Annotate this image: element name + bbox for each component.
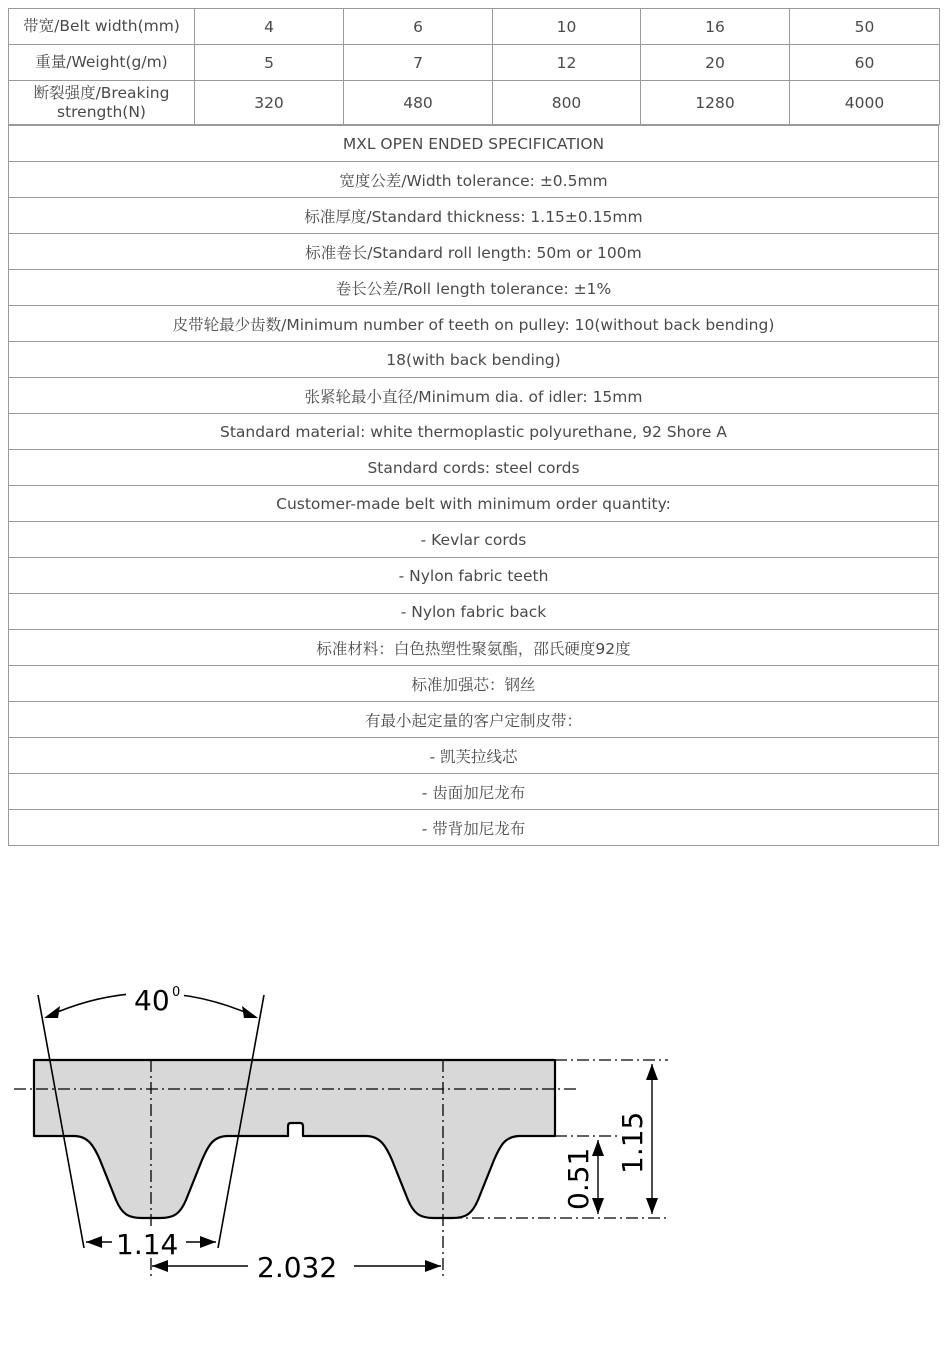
table-row <box>9 594 939 630</box>
belt-body <box>34 1060 555 1218</box>
table-row <box>9 378 939 414</box>
tooth-width-arrow-right <box>200 1236 216 1248</box>
table-cell: 320 <box>195 81 344 125</box>
spec-note: 标准厚度/Standard thickness: 1.15±0.15mm <box>9 198 939 234</box>
spec-note: 标准加强芯：钢丝 <box>9 666 939 702</box>
table-row <box>9 126 939 162</box>
table-row <box>9 270 939 306</box>
table-row <box>9 558 939 594</box>
thickness-label: 1.15 <box>616 1111 649 1174</box>
table-row <box>9 198 939 234</box>
table-cell: 10 <box>493 9 641 45</box>
table-row <box>9 630 939 666</box>
spec-note: 18(with back bending) <box>9 342 939 378</box>
table-row <box>9 522 939 558</box>
table-row <box>9 702 939 738</box>
table-row <box>9 450 939 486</box>
spec-note: - Nylon fabric back <box>9 594 939 630</box>
spec-note: 宽度公差/Width tolerance: ±0.5mm <box>9 162 939 198</box>
specification-sheet <box>8 8 939 846</box>
spec-note: - 带背加尼龙布 <box>9 810 939 846</box>
spec-note: - Nylon fabric teeth <box>9 558 939 594</box>
spec-note: Standard cords: steel cords <box>9 450 939 486</box>
row-header-weight: 重量/Weight(g/m) <box>9 45 195 81</box>
table-cell: 50 <box>790 9 940 45</box>
table-cell: 60 <box>790 45 940 81</box>
table-row <box>9 9 940 45</box>
table-row <box>9 810 939 846</box>
pitch-label: 2.032 <box>257 1251 338 1284</box>
belt-profile-drawing <box>0 960 700 1290</box>
table-cell: 16 <box>641 9 790 45</box>
spec-note: 张紧轮最小直径/Minimum dia. of idler: 15mm <box>9 378 939 414</box>
table-row <box>9 162 939 198</box>
table-row <box>9 342 939 378</box>
spec-title: MXL OPEN ENDED SPECIFICATION <box>9 126 939 162</box>
spec-note: 标准材料：白色热塑性聚氨酯，邵氏硬度92度 <box>9 630 939 666</box>
spec-note: Customer-made belt with minimum order quantity: <box>9 486 939 522</box>
table-row <box>9 666 939 702</box>
pitch-arrow-left <box>152 1260 168 1272</box>
table-row <box>9 306 939 342</box>
spec-note: - Kevlar cords <box>9 522 939 558</box>
table-cell: 480 <box>344 81 493 125</box>
row-header-belt-width: 带宽/Belt width(mm) <box>9 9 195 45</box>
table-row <box>9 45 940 81</box>
tooth-width-label: 1.14 <box>116 1228 179 1261</box>
belt-spec-table <box>8 8 940 125</box>
angle-arrow-left <box>44 1006 60 1018</box>
table-row <box>9 414 939 450</box>
spec-note: Standard material: white thermoplastic polyurethane, 92 Shore A <box>9 414 939 450</box>
table-row <box>9 738 939 774</box>
table-row <box>9 81 940 125</box>
table-row <box>9 486 939 522</box>
thickness-arrow-top <box>646 1064 658 1080</box>
table-cell: 20 <box>641 45 790 81</box>
row-header-breaking-strength: 断裂强度/Breaking strength(N) <box>9 81 195 125</box>
angle-label: 40 <box>134 984 170 1017</box>
table-row <box>9 774 939 810</box>
pitch-arrow-right <box>425 1260 441 1272</box>
table-cell: 800 <box>493 81 641 125</box>
spec-note: 皮带轮最少齿数/Minimum number of teeth on pulley: 10(without back bending) <box>9 306 939 342</box>
spec-note: - 凯芙拉线芯 <box>9 738 939 774</box>
spec-note: 有最小起定量的客户定制皮带： <box>9 702 939 738</box>
spec-notes-table <box>8 125 939 846</box>
thickness-arrow-bottom <box>646 1198 658 1214</box>
spec-note: 卷长公差/Roll length tolerance: ±1% <box>9 270 939 306</box>
tooth-width-arrow-left <box>86 1236 102 1248</box>
table-cell: 5 <box>195 45 344 81</box>
table-cell: 4 <box>195 9 344 45</box>
spec-note: - 齿面加尼龙布 <box>9 774 939 810</box>
table-cell: 1280 <box>641 81 790 125</box>
table-row <box>9 234 939 270</box>
table-cell: 12 <box>493 45 641 81</box>
table-cell: 4000 <box>790 81 940 125</box>
tooth-height-label: 0.51 <box>562 1147 595 1210</box>
spec-note: 标准卷长/Standard roll length: 50m or 100m <box>9 234 939 270</box>
table-cell: 6 <box>344 9 493 45</box>
table-cell: 7 <box>344 45 493 81</box>
angle-arrow-right <box>242 1006 258 1018</box>
angle-unit-label: 0 <box>172 985 181 1000</box>
